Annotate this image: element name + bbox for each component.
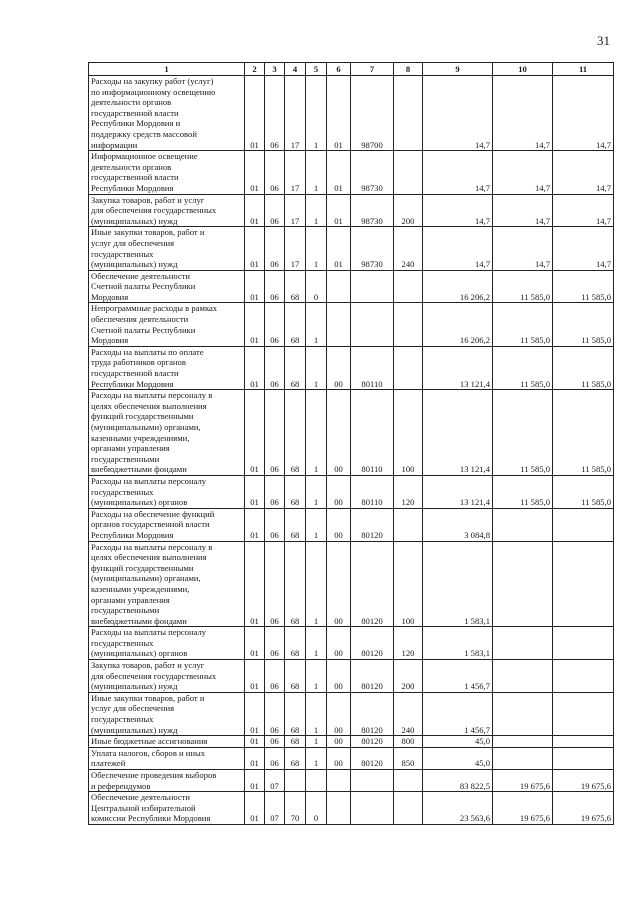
amount-year-3: 14,7 [553, 76, 614, 151]
direction-code: 00 [327, 541, 351, 627]
table-row [89, 227, 614, 270]
section-code: 01 [245, 227, 265, 270]
amount-year-1: 1 583,1 [423, 627, 493, 660]
amount-year-3: 11 585,0 [553, 303, 614, 346]
program-code: 68 [285, 627, 306, 660]
program-code: 17 [285, 227, 306, 270]
amount-year-2: 11 585,0 [493, 346, 553, 389]
direction-code: 00 [327, 390, 351, 476]
subprogram-code: 1 [306, 736, 327, 748]
section-code: 01 [245, 660, 265, 693]
section-code: 01 [245, 736, 265, 748]
direction-code: 00 [327, 475, 351, 508]
amount-year-2: 11 585,0 [493, 475, 553, 508]
subsection-code: 06 [265, 627, 285, 660]
column-header: 7 [351, 63, 394, 76]
expense-type-code [394, 792, 423, 825]
subprogram-code: 1 [306, 692, 327, 735]
amount-year-1: 16 206,2 [423, 270, 493, 303]
subsection-code: 06 [265, 736, 285, 748]
section-code: 01 [245, 627, 265, 660]
table-row [89, 303, 614, 346]
expense-code: 98730 [351, 194, 394, 227]
amount-year-3 [553, 747, 614, 769]
amount-year-2 [493, 508, 553, 541]
table-row [89, 76, 614, 151]
subprogram-code: 1 [306, 194, 327, 227]
table-row [89, 736, 614, 748]
amount-year-3: 11 585,0 [553, 475, 614, 508]
page-number: 31 [597, 33, 610, 48]
program-code: 68 [285, 346, 306, 389]
amount-year-3: 19 675,6 [553, 792, 614, 825]
subprogram-code: 1 [306, 346, 327, 389]
amount-year-1: 45,0 [423, 747, 493, 769]
section-code: 01 [245, 194, 265, 227]
expense-type-code: 240 [394, 692, 423, 735]
subsection-code: 06 [265, 692, 285, 735]
subsection-code: 06 [265, 227, 285, 270]
amount-year-1: 14,7 [423, 227, 493, 270]
expense-type-code [394, 303, 423, 346]
direction-code [327, 770, 351, 792]
column-header: 2 [245, 63, 265, 76]
amount-year-2: 19 675,6 [493, 792, 553, 825]
subprogram-code: 1 [306, 227, 327, 270]
program-code: 17 [285, 194, 306, 227]
direction-code [327, 270, 351, 303]
program-code: 17 [285, 76, 306, 151]
row-title: Расходы на выплаты персоналу в целях обеспечения выполнения функций государственными (муниципальными) органами, казенными учреждениями, органами управления государственными внебюджетными фондами [89, 541, 245, 627]
program-code: 70 [285, 792, 306, 825]
amount-year-3 [553, 660, 614, 693]
amount-year-2 [493, 660, 553, 693]
amount-year-3: 11 585,0 [553, 270, 614, 303]
subsection-code: 06 [265, 747, 285, 769]
direction-code [327, 303, 351, 346]
expense-type-code: 850 [394, 747, 423, 769]
row-title: Иные бюджетные ассигнования [89, 736, 245, 748]
table-row [89, 747, 614, 769]
subsection-code: 06 [265, 541, 285, 627]
expense-type-code [394, 346, 423, 389]
subsection-code: 06 [265, 151, 285, 194]
section-code: 01 [245, 390, 265, 476]
subsection-code: 06 [265, 475, 285, 508]
column-header: 10 [493, 63, 553, 76]
amount-year-3 [553, 692, 614, 735]
subsection-code: 07 [265, 770, 285, 792]
expense-type-code [394, 508, 423, 541]
subprogram-code: 1 [306, 475, 327, 508]
subsection-code: 06 [265, 508, 285, 541]
expense-code: 80120 [351, 541, 394, 627]
amount-year-1: 14,7 [423, 76, 493, 151]
subprogram-code: 1 [306, 303, 327, 346]
table-row [89, 792, 614, 825]
subprogram-code: 1 [306, 151, 327, 194]
row-title: Обеспечение деятельности Счетной палаты Республики Мордовия [89, 270, 245, 303]
amount-year-2: 14,7 [493, 194, 553, 227]
program-code: 68 [285, 660, 306, 693]
amount-year-3 [553, 508, 614, 541]
table-row [89, 270, 614, 303]
table-row [89, 541, 614, 627]
section-code: 01 [245, 151, 265, 194]
table-row [89, 475, 614, 508]
section-code: 01 [245, 270, 265, 303]
amount-year-2 [493, 692, 553, 735]
expense-code: 80110 [351, 346, 394, 389]
program-code: 68 [285, 541, 306, 627]
expense-type-code: 200 [394, 194, 423, 227]
amount-year-3: 19 675,6 [553, 770, 614, 792]
table-row [89, 627, 614, 660]
column-header: 3 [265, 63, 285, 76]
table-row [89, 508, 614, 541]
amount-year-1: 45,0 [423, 736, 493, 748]
section-code: 01 [245, 541, 265, 627]
row-title: Закупка товаров, работ и услуг для обеспечения государственных (муниципальных) нужд [89, 660, 245, 693]
table-row [89, 692, 614, 735]
section-code: 01 [245, 770, 265, 792]
row-title: Расходы на выплаты персоналу государственных (муниципальных) органов [89, 627, 245, 660]
section-code: 01 [245, 747, 265, 769]
program-code: 68 [285, 508, 306, 541]
section-code: 01 [245, 792, 265, 825]
section-code: 01 [245, 76, 265, 151]
expense-type-code: 100 [394, 390, 423, 476]
amount-year-3: 11 585,0 [553, 346, 614, 389]
amount-year-1: 14,7 [423, 151, 493, 194]
subsection-code: 06 [265, 346, 285, 389]
budget-table [88, 62, 614, 825]
subprogram-code: 1 [306, 660, 327, 693]
program-code: 68 [285, 747, 306, 769]
direction-code: 00 [327, 346, 351, 389]
table-body [89, 76, 614, 825]
expense-code: 80120 [351, 736, 394, 748]
column-header: 8 [394, 63, 423, 76]
amount-year-1: 16 206,2 [423, 303, 493, 346]
expense-code: 80120 [351, 747, 394, 769]
column-header: 9 [423, 63, 493, 76]
row-title: Обеспечение проведения выборов и референдумов [89, 770, 245, 792]
expense-code: 80110 [351, 390, 394, 476]
amount-year-1: 23 563,6 [423, 792, 493, 825]
column-header: 11 [553, 63, 614, 76]
amount-year-2 [493, 747, 553, 769]
subprogram-code [306, 770, 327, 792]
row-title: Иные закупки товаров, работ и услуг для обеспечения государственных (муниципальных) нужд [89, 692, 245, 735]
subsection-code: 06 [265, 390, 285, 476]
amount-year-3: 14,7 [553, 194, 614, 227]
expense-type-code: 200 [394, 660, 423, 693]
amount-year-3 [553, 736, 614, 748]
subsection-code: 06 [265, 660, 285, 693]
direction-code: 01 [327, 76, 351, 151]
expense-code: 80120 [351, 508, 394, 541]
section-code: 01 [245, 303, 265, 346]
program-code [285, 770, 306, 792]
subsection-code: 06 [265, 303, 285, 346]
expense-type-code [394, 76, 423, 151]
section-code: 01 [245, 346, 265, 389]
direction-code: 01 [327, 194, 351, 227]
amount-year-2: 19 675,6 [493, 770, 553, 792]
expense-code: 80110 [351, 475, 394, 508]
expense-code: 80120 [351, 660, 394, 693]
direction-code: 00 [327, 747, 351, 769]
section-code: 01 [245, 508, 265, 541]
expense-code [351, 770, 394, 792]
expense-type-code: 100 [394, 541, 423, 627]
header-row [89, 63, 614, 76]
table-row [89, 770, 614, 792]
row-title: Информационное освещение деятельности органов государственной власти Республики Мордовия [89, 151, 245, 194]
expense-code: 98730 [351, 151, 394, 194]
section-code: 01 [245, 475, 265, 508]
amount-year-1: 13 121,4 [423, 346, 493, 389]
amount-year-3: 11 585,0 [553, 390, 614, 476]
table-row [89, 194, 614, 227]
amount-year-1: 3 084,8 [423, 508, 493, 541]
direction-code [327, 792, 351, 825]
program-code: 17 [285, 151, 306, 194]
row-title: Иные закупки товаров, работ и услуг для обеспечения государственных (муниципальных) нужд [89, 227, 245, 270]
program-code: 68 [285, 390, 306, 476]
program-code: 68 [285, 475, 306, 508]
table-row [89, 660, 614, 693]
expense-code: 98730 [351, 227, 394, 270]
program-code: 68 [285, 736, 306, 748]
subprogram-code: 1 [306, 541, 327, 627]
subprogram-code: 1 [306, 390, 327, 476]
subprogram-code: 0 [306, 792, 327, 825]
row-title: Расходы на выплаты персоналу в целях обеспечения выполнения функций государственными (муниципальными) органами, казенными учреждениями, органами управления государственными внебюджетными фондами [89, 390, 245, 476]
subsection-code: 06 [265, 270, 285, 303]
subprogram-code: 1 [306, 627, 327, 660]
direction-code: 00 [327, 692, 351, 735]
amount-year-1: 14,7 [423, 194, 493, 227]
amount-year-3: 14,7 [553, 227, 614, 270]
amount-year-2: 14,7 [493, 76, 553, 151]
subsection-code: 07 [265, 792, 285, 825]
expense-code [351, 792, 394, 825]
column-header: 4 [285, 63, 306, 76]
direction-code: 00 [327, 627, 351, 660]
column-header: 5 [306, 63, 327, 76]
expense-code [351, 303, 394, 346]
amount-year-1: 83 822,5 [423, 770, 493, 792]
expense-type-code [394, 270, 423, 303]
expense-type-code: 800 [394, 736, 423, 748]
expense-code [351, 270, 394, 303]
amount-year-2: 11 585,0 [493, 270, 553, 303]
expense-type-code [394, 770, 423, 792]
program-code: 68 [285, 270, 306, 303]
table-row [89, 390, 614, 476]
amount-year-1: 13 121,4 [423, 390, 493, 476]
expense-code: 98700 [351, 76, 394, 151]
subsection-code: 06 [265, 194, 285, 227]
amount-year-2: 14,7 [493, 151, 553, 194]
amount-year-1: 13 121,4 [423, 475, 493, 508]
amount-year-1: 1 456,7 [423, 660, 493, 693]
amount-year-3: 14,7 [553, 151, 614, 194]
direction-code: 00 [327, 736, 351, 748]
amount-year-2 [493, 627, 553, 660]
column-header: 6 [327, 63, 351, 76]
expense-type-code: 120 [394, 627, 423, 660]
table-row [89, 346, 614, 389]
expense-code: 80120 [351, 627, 394, 660]
direction-code: 00 [327, 508, 351, 541]
program-code: 68 [285, 303, 306, 346]
row-title: Закупка товаров, работ и услуг для обеспечения государственных (муниципальных) нужд [89, 194, 245, 227]
direction-code: 00 [327, 660, 351, 693]
amount-year-2: 11 585,0 [493, 390, 553, 476]
row-title: Уплата налогов, сборов и иных платежей [89, 747, 245, 769]
amount-year-3 [553, 541, 614, 627]
amount-year-1: 1 583,1 [423, 541, 493, 627]
row-title: Расходы на выплаты по оплате труда работников органов государственной власти Республики Мордовия [89, 346, 245, 389]
row-title: Расходы на закупку работ (услуг) по информационному освещению деятельности органов государственной власти Республики Мордовия и поддержку средств массовой информации [89, 76, 245, 151]
row-title: Расходы на обеспечение функций органов государственной власти Республики Мордовия [89, 508, 245, 541]
subprogram-code: 0 [306, 270, 327, 303]
subprogram-code: 1 [306, 508, 327, 541]
row-title: Непрограммные расходы в рамках обеспечения деятельности Счетной палаты Республики Мордовия [89, 303, 245, 346]
column-header: 1 [89, 63, 245, 76]
row-title: Расходы на выплаты персоналу государственных (муниципальных) органов [89, 475, 245, 508]
table-row [89, 151, 614, 194]
amount-year-2: 11 585,0 [493, 303, 553, 346]
section-code: 01 [245, 692, 265, 735]
program-code: 68 [285, 692, 306, 735]
amount-year-2 [493, 736, 553, 748]
expense-type-code: 240 [394, 227, 423, 270]
amount-year-1: 1 456,7 [423, 692, 493, 735]
amount-year-2: 14,7 [493, 227, 553, 270]
amount-year-3 [553, 627, 614, 660]
subprogram-code: 1 [306, 747, 327, 769]
amount-year-2 [493, 541, 553, 627]
expense-type-code: 120 [394, 475, 423, 508]
row-title: Обеспечение деятельности Центральной избирательной комиссии Республики Мордовия [89, 792, 245, 825]
expense-type-code [394, 151, 423, 194]
expense-code: 80120 [351, 692, 394, 735]
direction-code: 01 [327, 151, 351, 194]
subsection-code: 06 [265, 76, 285, 151]
subprogram-code: 1 [306, 76, 327, 151]
direction-code: 01 [327, 227, 351, 270]
